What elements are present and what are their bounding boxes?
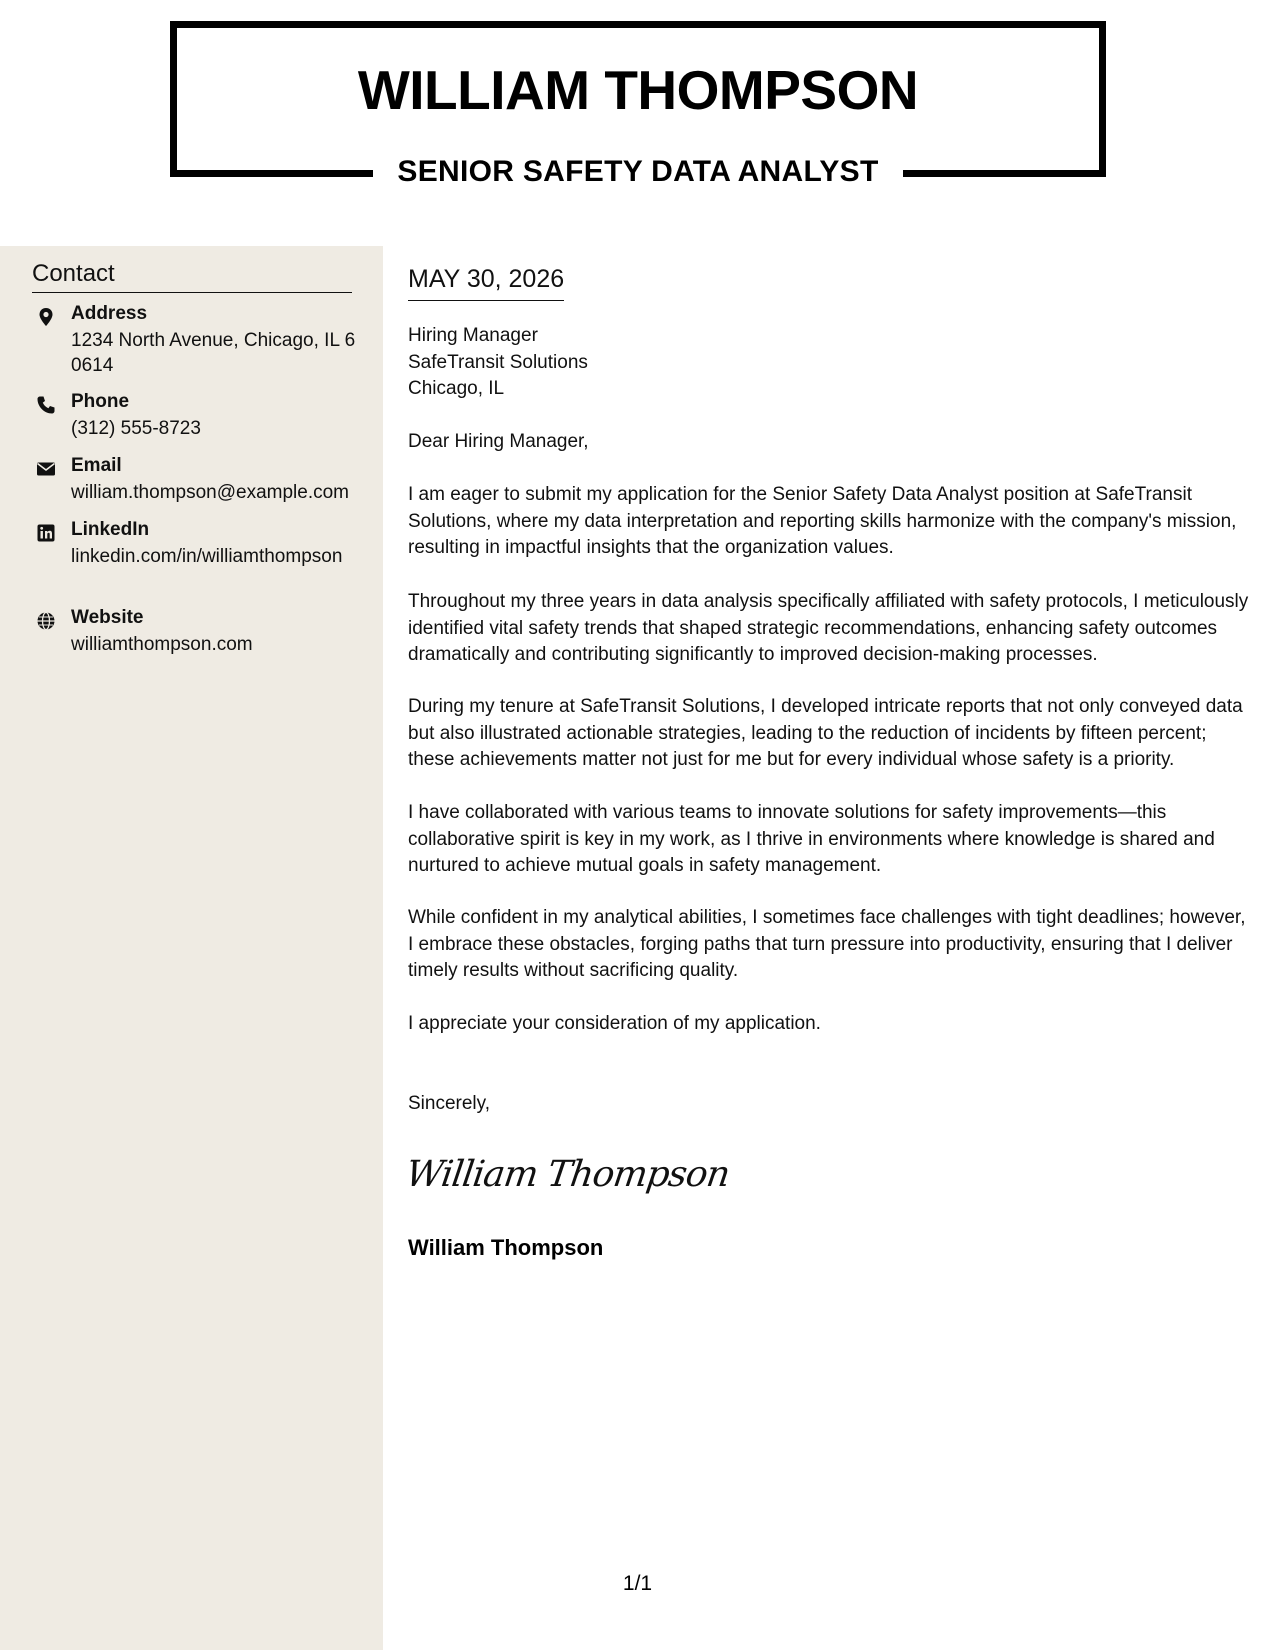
recipient-block [408, 323, 1253, 403]
salutation: Dear Hiring Manager, [408, 431, 589, 452]
envelope-icon [36, 459, 56, 479]
globe-icon [36, 611, 56, 631]
header-frame-bottom-right [903, 170, 1106, 177]
contact-heading: Contact [32, 260, 352, 293]
contact-value: williamthompson.com [71, 634, 253, 655]
contact-value: 1234 North Avenue, Chicago, IL 60614 [71, 330, 356, 376]
contact-value: william.thompson@example.com [71, 482, 349, 503]
contact-label: Address [71, 303, 148, 324]
header-frame-bottom-left [170, 170, 373, 177]
recipient-line: Chicago, IL [408, 378, 505, 399]
sidebar [0, 246, 383, 1650]
page-number: 1/1 [622, 1572, 653, 1595]
signer-name: William Thompson [408, 1235, 604, 1260]
letter-date: MAY 30, 2026 [408, 265, 564, 301]
body-paragraph: During my tenure at SafeTransit Solutions, I developed intricate reports that not only conveyed data but also illustrated actionable strategies, leading to the reduction of incidents by fifteen percent; these achievements matter not just for me but for every individual whose safety is a priority. [408, 696, 1243, 770]
body-paragraph: While confident in my analytical abilities, I sometimes face challenges with tight deadlines; however, I embrace these obstacles, forging paths that turn pressure into productivity, ensuring that I deliver timely results without sacrificing quality. [408, 907, 1246, 981]
location-pin-icon [36, 307, 56, 327]
recipient-line: Hiring Manager [408, 325, 538, 346]
contact-value: linkedin.com/in/williamthompson [71, 546, 343, 567]
recipient-line: SafeTransit Solutions [408, 351, 588, 373]
contact-label: Website [71, 607, 144, 628]
linkedin-icon [36, 523, 56, 543]
phone-icon [36, 395, 56, 415]
body-paragraph: I have collaborated with various teams to innovate solutions for safety improvements—this collaborative spirit is key in my work, as I thrive in environments where knowledge is shared and nurtured to achieve mutual goals in safety management. [408, 802, 1215, 876]
contact-label: Email [71, 455, 122, 476]
closing: Sincerely, [408, 1093, 491, 1114]
body-paragraph: I appreciate your consideration of my application. [408, 1013, 821, 1034]
svg-text:William Thompson: William Thompson [403, 1152, 733, 1195]
body-paragraph: I am eager to submit my application for the Senior Safety Data Analyst position at SafeTransit Solutions, where my data interpretation and reporting skills harmonize with the company's mission, resulting in impactful insights that the organization values. [408, 484, 1237, 558]
body-paragraph: Throughout my three years in data analysis specifically affiliated with safety protocols, I meticulously identified vital safety trends that shaped strategic recommendations, enhancing safety outcomes dramatically and contributing significantly to improved decision-making processes. [408, 591, 1249, 665]
job-title: SENIOR SAFETY DATA ANALYST [397, 155, 879, 188]
applicant-name: WILLIAM THOMPSON [357, 59, 919, 121]
contact-value: (312) 555-8723 [71, 418, 201, 439]
contact-label: LinkedIn [71, 519, 150, 540]
handwritten-signature [403, 1148, 733, 1198]
contact-label: Phone [71, 391, 130, 412]
